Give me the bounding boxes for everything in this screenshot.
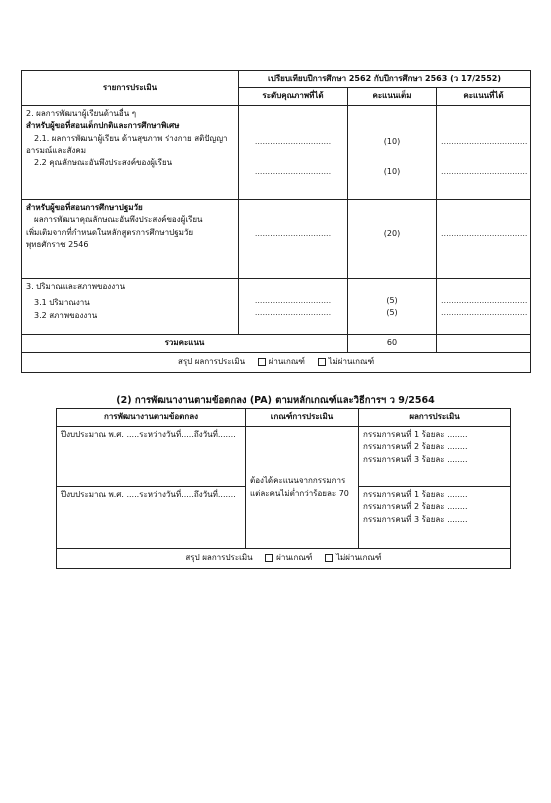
- header-criteria: เกณฑ์การประเมิน: [246, 409, 359, 427]
- item-3-1: 3.1 ปริมาณงาน: [34, 298, 90, 308]
- header-full-score: คะแนนเต็ม: [348, 88, 437, 105]
- early-fullscore-cell: [348, 199, 437, 278]
- criteria-line1: ต้องได้คะแนนจากกรรมการ: [250, 476, 346, 486]
- fullscore-2-2: (10): [383, 167, 401, 177]
- early-quality-cell: [239, 199, 348, 278]
- summary-row-2: [57, 549, 511, 569]
- evaluation-table-1: [21, 70, 531, 373]
- header-comparison-group: เปรียบเทียบปีการศึกษา 2562 กับปีการศึกษา 2563 (ว 17/2552): [239, 71, 531, 88]
- obtained-dots-3-2: ..................................: [441, 308, 528, 318]
- summary-label: สรุป ผลการประเมิน: [177, 357, 246, 367]
- early-line3: พุทธศักราช 2546: [26, 239, 89, 249]
- fail-checkbox[interactable]: [318, 358, 326, 366]
- section2-obtained-cell: [437, 105, 531, 199]
- item-2-1-line1: 2.1. ผลการพัฒนาผู้เรียน ด้านสุขภาพ ร่างกาย สติปัญญา: [34, 133, 228, 143]
- fail-label-2: ไม่ผ่านเกณฑ์: [335, 553, 382, 563]
- section3-title: 3. ปริมาณและสภาพของงาน: [26, 281, 126, 291]
- header-pa-development: การพัฒนางานตามข้อตกลง: [57, 409, 246, 427]
- early-obtained-cell: [437, 199, 531, 278]
- total-obtained-cell: [437, 334, 531, 352]
- quality-dots-2-1: ..............................: [254, 136, 332, 146]
- evaluation-table-2: [56, 408, 511, 569]
- pass-label: ผ่านเกณฑ์: [268, 357, 305, 367]
- committee-3-result: กรรมการคนที่ 3 ร้อยละ ........: [363, 454, 468, 464]
- criteria-cell: [246, 427, 359, 549]
- quality-dots-3-1: ..............................: [254, 295, 332, 305]
- section3-fullscore-cell: [348, 278, 437, 334]
- header-obtained-score: คะแนนที่ได้: [437, 88, 531, 105]
- pa-row2-results: [359, 487, 511, 549]
- obtained-dots-3-1: ..................................: [441, 295, 528, 305]
- pa-row1-results: [359, 427, 511, 487]
- item-3-2: 3.2 สภาพของงาน: [34, 310, 98, 320]
- pa-row2-period: ปีงบประมาณ พ.ศ. .....ระหว่างวันที่.....ถึงวันที่.......: [57, 487, 246, 549]
- pass-label-2: ผ่านเกณฑ์: [276, 553, 313, 563]
- early-quality-dots: ..............................: [254, 228, 332, 238]
- committee-1-result: กรรมการคนที่ 1 ร้อยละ ........: [363, 430, 468, 439]
- fail-checkbox-2[interactable]: [325, 554, 333, 562]
- obtained-dots-2-1: ..................................: [441, 136, 528, 146]
- summary-label-2: สรุป ผลการประเมิน: [185, 553, 253, 563]
- committee-2-result: กรรมการคนที่ 2 ร้อยละ ........: [363, 502, 468, 512]
- total-value: 60: [348, 334, 437, 352]
- obtained-dots-2-2: ..................................: [441, 167, 528, 177]
- early-line1: ผลการพัฒนาคุณลักษณะอันพึงประสงค์ของผู้เรียน: [34, 215, 203, 225]
- section2-title: 2. ผลการพัฒนาผู้เรียนด้านอื่น ๆ: [26, 108, 137, 118]
- section2-quality-cell: [239, 105, 348, 199]
- section-title-pa: (2) การพัฒนางานตามข้อตกลง (PA) ตามหลักเกณฑ์และวิธีการฯ ว 9/2564: [116, 395, 435, 406]
- fail-label: ไม่ผ่านเกณฑ์: [328, 357, 375, 367]
- pa-row1-period: ปีงบประมาณ พ.ศ. .....ระหว่างวันที่.....ถึงวันที่.......: [57, 427, 246, 487]
- summary-row: [22, 352, 531, 372]
- criteria-line2: แต่ละคนไม่ต่ำกว่าร้อยละ 70: [250, 488, 349, 498]
- section2-fullscore-cell: [348, 105, 437, 199]
- header-result: ผลการประเมิน: [359, 409, 511, 427]
- section3-obtained-cell: [437, 278, 531, 334]
- fullscore-2-1: (10): [383, 136, 401, 146]
- early-obtained-dots: ..................................: [441, 228, 528, 238]
- pass-checkbox-2[interactable]: [265, 554, 273, 562]
- section3-quality-cell: [239, 278, 348, 334]
- committee-1-result: กรรมการคนที่ 1 ร้อยละ ........: [363, 490, 468, 499]
- early-childhood-cell: [22, 199, 239, 278]
- item-2-1-line2: อารมณ์และสังคม: [26, 145, 87, 155]
- header-quality-level: ระดับคุณภาพที่ได้: [239, 88, 348, 105]
- early-title: สำหรับผู้ขอที่สอนการศึกษาปฐมวัย: [26, 202, 143, 212]
- section3-cell: [22, 278, 239, 334]
- committee-2-result: กรรมการคนที่ 2 ร้อยละ ........: [363, 442, 468, 452]
- early-fullscore: (20): [383, 228, 401, 238]
- fullscore-3-1: (5): [386, 295, 398, 305]
- section2-cell: [22, 105, 239, 199]
- fullscore-3-2: (5): [386, 308, 398, 318]
- early-line2: เพิ่มเติมจากที่กำหนดในหลักสูตรการศึกษาปฐมวัย: [26, 227, 194, 237]
- section2-subtitle: สำหรับผู้ขอที่สอนเด็กปกติและการศึกษาพิเศษ: [26, 121, 180, 131]
- quality-dots-3-2: ..............................: [254, 308, 332, 318]
- total-label: รวมคะแนน: [22, 334, 348, 352]
- quality-dots-2-2: ..............................: [254, 167, 332, 177]
- item-2-2: 2.2 คุณลักษณะอันพึงประสงค์ของผู้เรียน: [34, 158, 173, 168]
- committee-3-result: กรรมการคนที่ 3 ร้อยละ ........: [363, 514, 468, 524]
- pass-checkbox[interactable]: [258, 358, 266, 366]
- header-evaluation-items: รายการประเมิน: [22, 71, 239, 106]
